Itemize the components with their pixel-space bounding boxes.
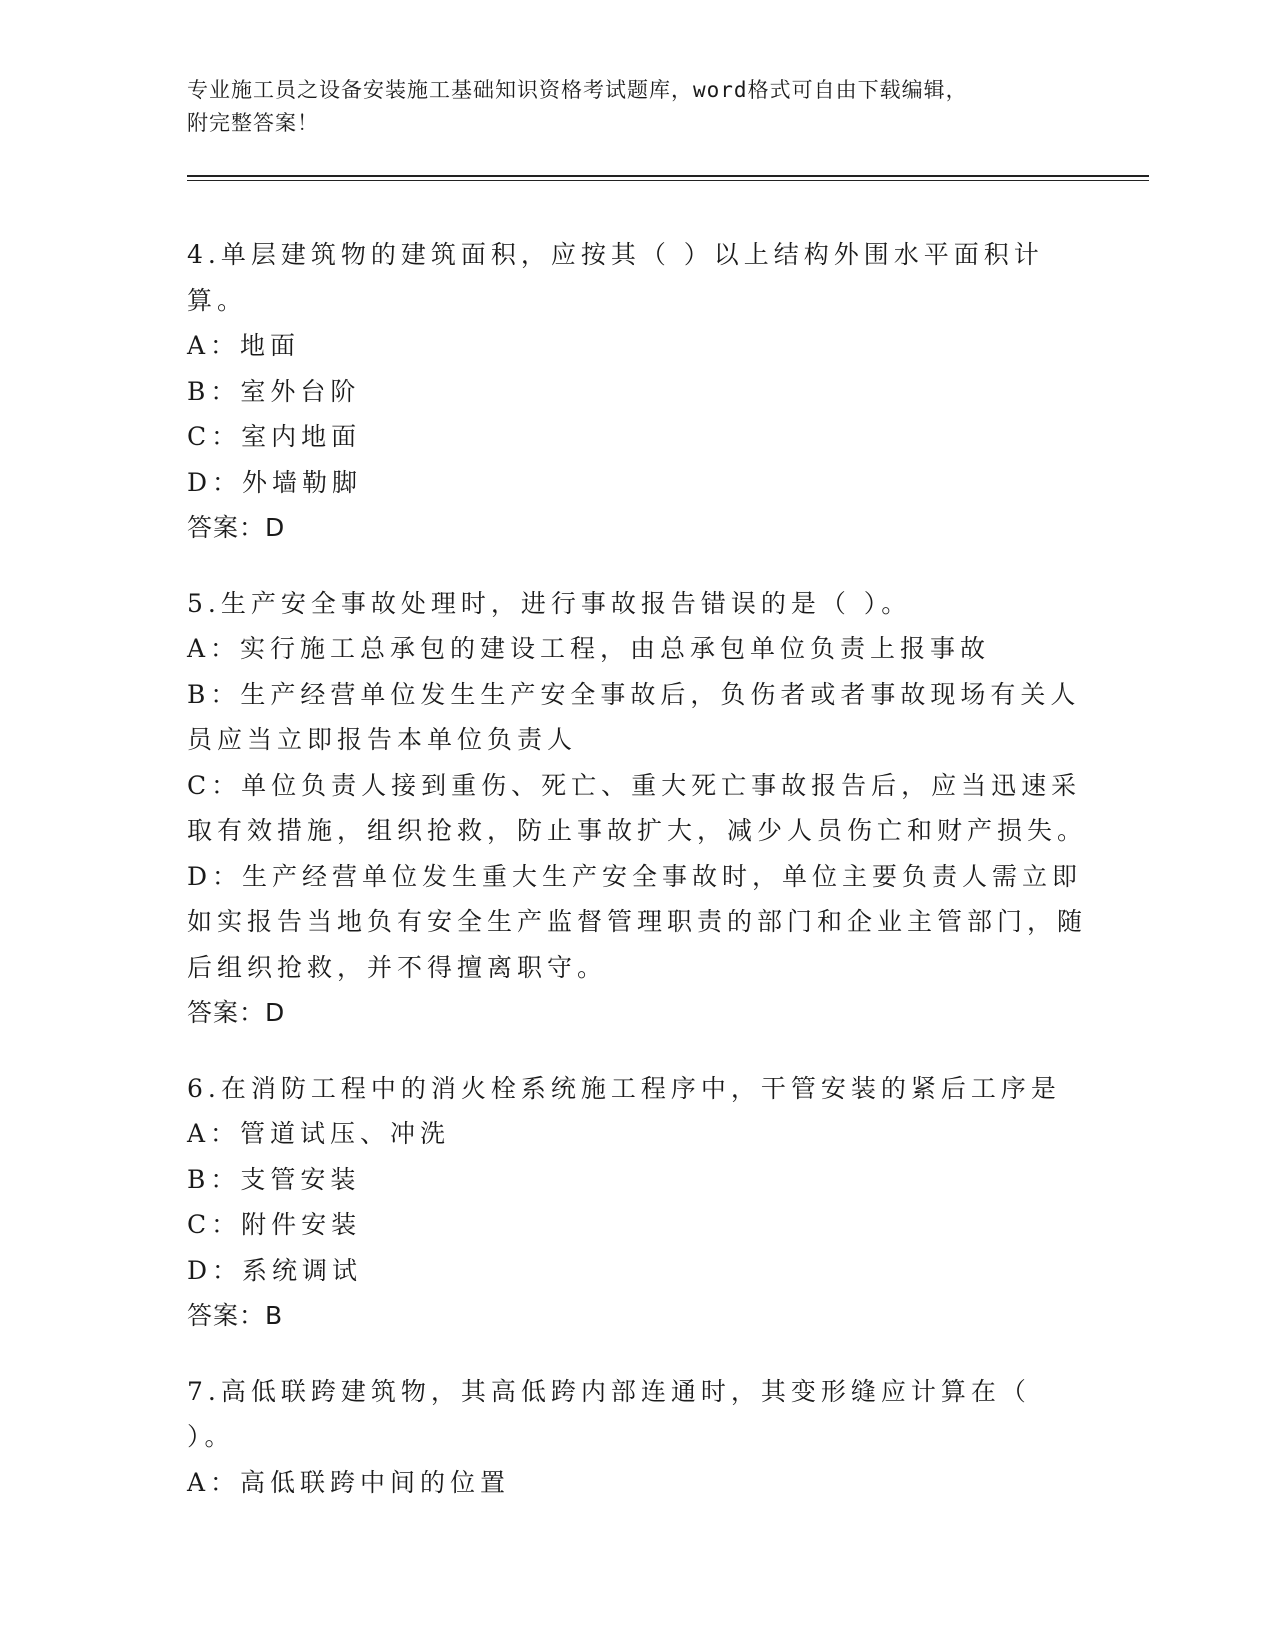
question-7 [187, 1369, 1087, 1506]
question-6 [187, 1066, 1087, 1339]
question-list [187, 232, 1087, 1535]
option-a: A：高低联跨中间的位置 [187, 1467, 511, 1497]
option-a: A：实行施工总承包的建设工程，由总承包单位负责上报事故 [187, 634, 991, 663]
option-c: C：单位负责人接到重伤、死亡、重大死亡事故报告后，应当迅速采取有效措施，组织抢救，防止事故扩大，减少人员伤亡和财产损失。 [187, 770, 1088, 845]
header-divider-thick [187, 175, 1149, 177]
question-stem: 6.在消防工程中的消火栓系统施工程序中，干管安装的紧后工序是 [187, 1073, 1061, 1103]
header-line-1: 专业施工员之设备安装施工基础知识资格考试题库，word格式可自由下载编辑， [187, 78, 968, 102]
question-stem: 4.单层建筑物的建筑面积，应按其（ ）以上结构外围水平面积计算。 [187, 240, 1044, 315]
question-stem: 7.高低联跨建筑物，其高低跨内部连通时，其变形缝应计算在（ ）。 [187, 1376, 1044, 1451]
option-d: D：系统调试 [187, 1255, 363, 1285]
document-header [187, 74, 1087, 140]
option-a: A：管道试压、冲洗 [187, 1119, 451, 1148]
question-stem: 5.生产安全事故处理时，进行事故报告错误的是（ ）。 [187, 588, 912, 618]
question-4 [187, 232, 1087, 551]
question-5 [187, 581, 1087, 1036]
header-line-2: 附完整答案！ [187, 111, 319, 135]
answer: 答案：D [187, 513, 286, 542]
option-c: C：室内地面 [187, 422, 362, 451]
option-b: B：室外台阶 [187, 376, 361, 406]
option-b: B：生产经营单位发生生产安全事故后，负伤者或者事故现场有关人员应当立即报告本单位负责人 [187, 679, 1081, 754]
option-d: D：生产经营单位发生重大生产安全事故时，单位主要负责人需立即如实报告当地负有安全生产监督管理职责的部门和企业主管部门，随后组织抢救，并不得擅离职守。 [187, 861, 1088, 982]
answer: 答案：D [187, 998, 286, 1027]
option-b: B：支管安装 [187, 1164, 361, 1194]
option-c: C：附件安装 [187, 1210, 362, 1239]
answer: 答案：B [187, 1301, 284, 1330]
option-a: A：地面 [187, 331, 301, 360]
header-divider-thin [187, 180, 1149, 181]
option-d: D：外墙勒脚 [187, 467, 363, 497]
